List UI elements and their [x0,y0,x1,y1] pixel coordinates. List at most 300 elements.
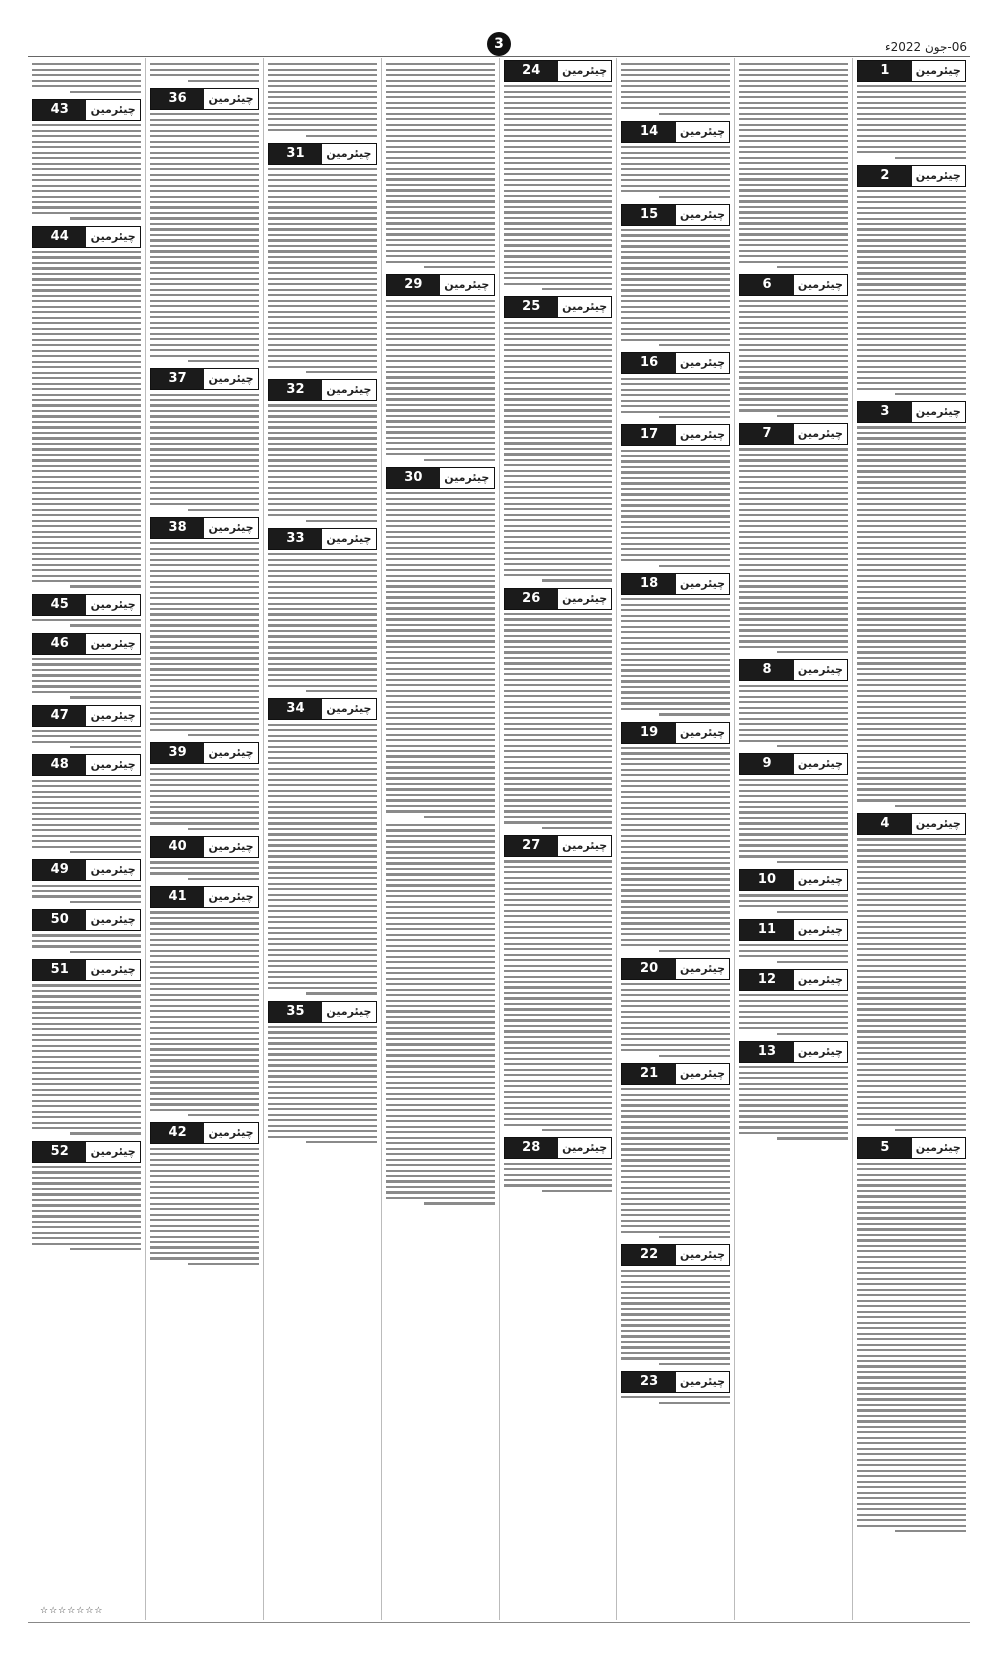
text-line [70,851,141,853]
text-line [504,788,613,790]
text-line [504,888,613,890]
text-line [504,965,613,967]
text-line [150,146,259,148]
entry-text-lines [32,251,141,588]
text-line [150,322,259,324]
text-line [857,91,966,93]
text-line [386,157,495,159]
text-line [857,712,966,714]
text-line [777,961,848,963]
entry-number: 43 [33,100,86,120]
text-line [857,1272,966,1274]
text-line [739,685,848,687]
entry-label: چیئرمین [676,205,729,225]
text-line [739,200,848,202]
text-line [386,255,495,257]
text-line [739,994,848,996]
text-line [70,746,141,748]
entry-1 [857,60,966,159]
entry-heading [150,517,259,539]
text-line [386,168,495,170]
text-line [739,944,848,946]
text-line [268,311,377,313]
entry-8 [739,659,848,747]
text-line [150,597,259,599]
text-line [739,624,848,626]
text-line [857,750,966,752]
text-line [268,437,377,439]
text-line [739,233,848,235]
text-line [857,1459,966,1461]
text-line [268,228,377,230]
text-line [150,928,259,930]
text-line [621,1094,730,1096]
text-line [777,266,848,268]
entry-text-lines [857,838,966,1131]
text-line [268,559,377,561]
text-line [386,810,495,812]
entry-label: چیئرمین [86,706,139,726]
text-line [504,1091,613,1093]
text-line [621,994,730,996]
text-line [268,272,377,274]
text-line [32,212,141,214]
text-line [268,883,377,885]
text-line [504,997,613,999]
entry-20 [621,958,730,1057]
entry-label: چیئرمین [794,970,847,990]
text-line [504,1096,613,1098]
text-line [150,261,259,263]
text-line [504,157,613,159]
entry-heading [32,594,141,616]
text-line [857,1322,966,1324]
text-line [857,1289,966,1291]
text-line [857,728,966,730]
text-line [268,746,377,748]
text-line [621,609,730,611]
text-line [504,277,613,279]
text-line [150,553,259,555]
text-line [32,443,141,445]
text-line [268,679,377,681]
text-line [857,772,966,774]
text-line [621,1022,730,1024]
text-line [739,905,848,907]
text-line [504,283,613,285]
text-line [424,459,495,461]
entry-label: چیئرمین [912,166,965,186]
entry-label: چیئرمین [794,1042,847,1062]
text-line [739,63,848,65]
text-line [268,465,377,467]
text-line [739,211,848,213]
entry-text-lines [621,983,730,1056]
text-line [739,734,848,736]
text-line [739,536,848,538]
text-line [504,1036,613,1038]
text-line [268,1114,377,1116]
entry-heading [621,1063,730,1085]
text-line [739,157,848,159]
text-line [857,1470,966,1472]
text-line [150,239,259,241]
text-line [150,1153,259,1155]
text-line [268,360,377,362]
text-line [32,1177,141,1179]
text-line [386,1142,495,1144]
entry-number: 28 [505,1138,558,1158]
text-line [150,1109,259,1111]
text-line [621,317,730,319]
text-line [621,862,730,864]
text-line [150,872,259,874]
text-line [268,790,377,792]
text-line [386,1159,495,1161]
text-line [504,206,613,208]
text-line [70,91,141,93]
text-line [739,1110,848,1112]
text-line [32,895,141,897]
text-line [32,835,141,837]
text-line [268,245,377,247]
text-line [32,421,141,423]
text-line [857,777,966,779]
text-line [739,707,848,709]
text-line [268,652,377,654]
text-line [504,415,613,417]
text-line [268,338,377,340]
text-line [857,723,966,725]
text-line [150,74,259,76]
text-line [32,206,141,208]
text-line [150,977,259,979]
text-line [32,1232,141,1234]
text-line [268,635,377,637]
text-line [150,278,259,280]
entry-heading [621,1371,730,1393]
text-line [857,799,966,801]
text-line [32,525,141,527]
text-line [386,956,495,958]
entry-label: چیئرمین [676,353,729,373]
text-line [857,459,966,461]
entry-30 [386,467,495,818]
text-line [268,668,377,670]
text-line [857,1311,966,1313]
entry-continuation [268,63,377,136]
text-line [739,404,848,406]
entry-label: چیئرمین [794,920,847,940]
text-line [857,1014,966,1016]
text-line [857,294,966,296]
text-line [32,1116,141,1118]
entry-heading [150,836,259,858]
entry-heading [857,401,966,423]
text-line [150,917,259,919]
text-line [386,107,495,109]
text-line [621,1292,730,1294]
text-line [268,553,377,555]
text-line [150,1241,259,1243]
text-line [386,409,495,411]
text-line [386,1093,495,1095]
entry-label: چیئرمین [794,870,847,890]
text-line [504,1052,613,1054]
text-line [386,217,495,219]
text-line [150,470,259,472]
text-line [621,813,730,815]
text-line [504,1019,613,1021]
text-line [386,602,495,604]
text-line [188,1263,259,1265]
entry-heading [621,722,730,744]
text-line [857,531,966,533]
text-line [32,465,141,467]
text-line [739,492,848,494]
text-line [386,961,495,963]
text-line [621,1313,730,1315]
text-line [857,997,966,999]
text-line [150,999,259,1001]
text-line [857,1448,966,1450]
entry-number: 20 [622,959,675,979]
entry-label: چیئرمین [676,723,729,743]
text-line [32,157,141,159]
text-line [857,300,966,302]
entry-number: 3 [858,402,911,422]
text-line [386,1038,495,1040]
text-line [739,173,848,175]
text-line [150,542,259,544]
text-line [739,228,848,230]
entry-text-lines [150,861,259,880]
text-line [386,805,495,807]
entry-text-lines [268,724,377,995]
text-line [504,420,613,422]
text-line [621,851,730,853]
entry-heading [621,204,730,226]
text-line [621,680,730,682]
text-line [504,519,613,521]
text-line [32,339,141,341]
text-line [386,640,495,642]
text-line [857,1365,966,1367]
text-line [268,1053,377,1055]
text-line [504,624,613,626]
text-line [621,620,730,622]
text-line [621,1335,730,1337]
text-line [386,426,495,428]
entry-heading [739,753,848,775]
text-line [32,564,141,566]
text-line [542,579,613,581]
text-line [386,868,495,870]
text-line [739,80,848,82]
text-line [857,1508,966,1510]
text-line [386,846,495,848]
entry-heading [32,1141,141,1163]
text-line [857,196,966,198]
text-line [857,1475,966,1477]
entry-text-lines [386,300,495,461]
text-line [857,377,966,379]
text-line [504,860,613,862]
text-line [268,943,377,945]
text-line [504,948,613,950]
page-header [0,0,997,62]
text-line [504,179,613,181]
entry-heading [268,698,377,720]
text-line [150,1192,259,1194]
entry-text-lines [32,934,141,953]
text-line [386,851,495,853]
entry-46 [32,633,141,699]
text-line [268,185,377,187]
text-line [504,640,613,642]
text-line [32,807,141,809]
text-line [504,107,613,109]
text-line [268,498,377,500]
text-line [857,1223,966,1225]
text-line [621,1110,730,1112]
text-line [268,586,377,588]
text-line [386,879,495,881]
text-line [621,983,730,985]
text-line [150,267,259,269]
entry-51 [32,959,141,1135]
entry-text-lines [739,448,848,653]
text-line [504,508,613,510]
text-line [268,608,377,610]
entry-label: چیئرمین [676,574,729,594]
text-line [386,129,495,131]
entry-16 [621,352,730,418]
text-line [150,404,259,406]
text-line [857,1442,966,1444]
text-line [32,487,141,489]
text-line [504,85,613,87]
entry-number: 45 [33,595,86,615]
text-line [386,514,495,516]
text-line [739,607,848,609]
text-line [504,943,613,945]
text-line [621,697,730,699]
text-line [386,1120,495,1122]
text-line [150,294,259,296]
text-line [386,151,495,153]
text-line [504,382,613,384]
text-line [739,217,848,219]
text-line [386,233,495,235]
entry-label: چیئرمین [912,402,965,422]
text-line [386,1065,495,1067]
text-line [386,509,495,511]
text-line [386,222,495,224]
text-line [857,1382,966,1384]
text-line [857,1393,966,1395]
text-line [504,536,613,538]
text-line [268,916,377,918]
text-line [150,1203,259,1205]
text-line [621,615,730,617]
text-line [32,1193,141,1195]
text-line [739,195,848,197]
text-line [150,476,259,478]
text-line [659,950,730,952]
entry-number: 50 [33,910,86,930]
text-line [504,959,613,961]
entry-label: چیئرمین [322,380,375,400]
entry-41 [150,886,259,1116]
text-line [621,1126,730,1128]
text-line [150,944,259,946]
text-line [386,91,495,93]
text-line [268,514,377,516]
entry-26 [504,588,613,829]
text-line [70,624,141,626]
text-line [857,1118,966,1120]
text-line [542,288,613,290]
text-line [621,774,730,776]
entry-label: چیئرمین [794,424,847,444]
text-line [621,1330,730,1332]
text-line [739,723,848,725]
text-line [268,470,377,472]
text-line [857,322,966,324]
text-line [386,564,495,566]
text-line [386,923,495,925]
text-line [621,1000,730,1002]
text-line [268,899,377,901]
text-line [150,1065,259,1067]
text-line [857,366,966,368]
text-line [32,267,141,269]
text-line [857,355,966,357]
text-line [621,769,730,771]
text-line [268,294,377,296]
text-line [150,619,259,621]
text-line [504,135,613,137]
text-line [621,289,730,291]
text-line [386,829,495,831]
text-line [621,884,730,886]
text-line [150,630,259,632]
text-line [268,267,377,269]
text-line [32,547,141,549]
text-line [386,794,495,796]
text-line [386,1016,495,1018]
text-line [32,492,141,494]
text-line [188,360,259,362]
text-line [32,1012,141,1014]
text-line [739,729,848,731]
text-line [621,1016,730,1018]
text-line [621,752,730,754]
text-line [739,602,848,604]
text-line [32,509,141,511]
text-line [70,1132,141,1134]
entry-label: چیئرمین [676,1245,729,1265]
text-line [504,349,613,351]
entry-heading [739,659,848,681]
text-line [386,437,495,439]
text-line [621,521,730,523]
text-line [306,690,377,692]
text-line [188,878,259,880]
entry-number: 1 [858,61,911,81]
text-line [857,1168,966,1170]
